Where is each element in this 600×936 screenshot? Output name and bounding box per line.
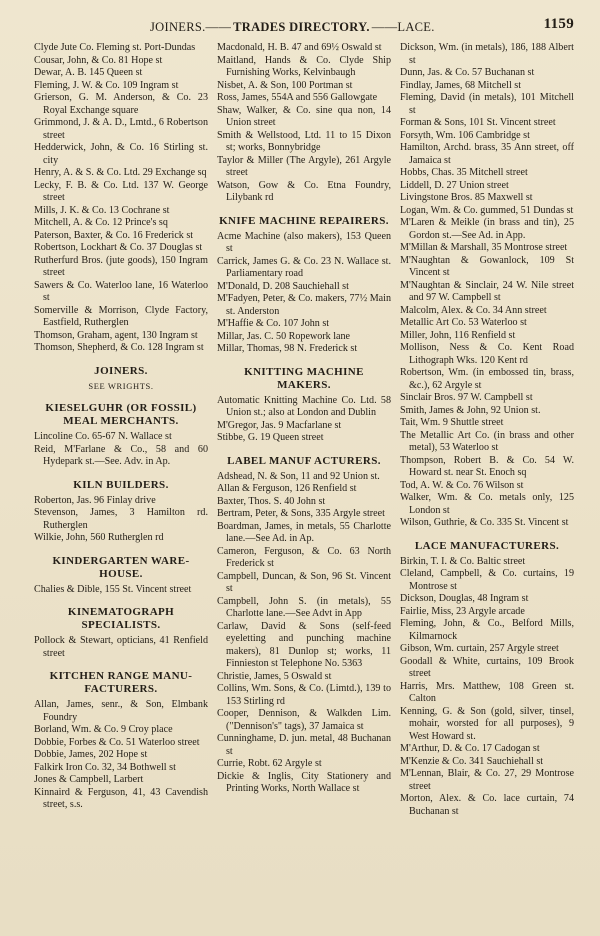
directory-entry: Baxter, Thos. S. 40 John st xyxy=(217,495,326,507)
directory-entry: Harris, Mrs. Matthew, 108 Green st. Calton xyxy=(400,680,574,704)
directory-entry: M'Arthur, D. & Co. 17 Cadogan st xyxy=(400,743,540,754)
directory-entry: Stibbe, G. 19 Queen street xyxy=(217,432,324,443)
directory-entry: M'Donald, D. 208 Sauchiehall st xyxy=(217,280,349,292)
directory-entry: Smith, James & John, 92 Union st. xyxy=(400,404,541,416)
directory-entry: Bertram, Peter, & Sons, 335 Argyle street xyxy=(217,508,385,519)
directory-entry: Hedderwick, John, & Co. 16 Stirling st. city xyxy=(34,142,208,166)
directory-entry: M'Haffie & Co. 107 John st xyxy=(217,318,330,329)
directory-entry: Birkin, T. I. & Co. Baltic street xyxy=(400,555,526,567)
directory-entry: Adshead, N. & Son, 11 and 92 Union st. xyxy=(217,470,380,482)
page-number: 1159 xyxy=(543,16,574,32)
directory-entry: Cooper, Dennison, & Walkden Lim. ("Dennison's" tags), 37 Jamaica st xyxy=(217,708,391,732)
directory-entry: Campbell, John S. (in metals), 55 Charlotte lane.—See Advt in App xyxy=(217,595,391,619)
directory-entry: M'Naughtan & Sinclair, 24 W. Nile street and 97 W. Campbell st xyxy=(400,279,574,303)
directory-entry: Morton, Alex. & Co. lace curtain, 74 Buchanan st xyxy=(400,793,574,817)
directory-entry: Fleming, J. W. & Co. 109 Ingram st xyxy=(34,79,179,91)
directory-entry: Falkirk Iron Co. 32, 34 Bothwell st xyxy=(34,761,176,773)
directory-entry: M'Laren & Meikle (in brass and tin), 25 Gordon st.—See Ad. in App. xyxy=(400,217,574,241)
directory-entry: Miller, John, 116 Renfield st xyxy=(400,329,516,341)
directory-entry: M'Millan & Marshall, 35 Montrose street xyxy=(400,242,568,253)
directory-entry: Dickie & Inglis, City Stationery and Printing Works, North Wallace st xyxy=(217,770,391,794)
directory-entry: M'Gregor, Jas. 9 Macfarlane st xyxy=(217,419,342,431)
section-heading: LACE MANUFACTURERS. xyxy=(414,539,560,552)
directory-entry: Findlay, James, 68 Mitchell st xyxy=(400,79,522,91)
directory-entry: Logan, Wm. & Co. gummed, 51 Dundas st xyxy=(400,204,574,216)
cross-reference-note: SEE WRIGHTS. xyxy=(88,380,154,391)
section-heading: KNIFE MACHINE REPAIRERS. xyxy=(219,214,389,227)
directory-entry: Metallic Art Co. 53 Waterloo st xyxy=(400,317,527,328)
directory-entry: Robertson, Lockhart & Co. 37 Douglas st xyxy=(34,242,203,253)
directory-entry: Borland, Wm. & Co. 9 Croy place xyxy=(34,724,173,735)
running-head-dash: —— xyxy=(371,20,398,34)
directory-entry: Grimmond, J. & A. D., Lmtd., 6 Robertson street xyxy=(34,117,208,141)
directory-entry: M'Fadyen, Peter, & Co. makers, 77½ Main st. Anderston xyxy=(217,293,391,317)
directory-entry: Dickson, Douglas, 48 Ingram st xyxy=(400,593,529,604)
section-heading: KINDERGARTEN WARE-HOUSE. xyxy=(52,554,190,580)
directory-entry: Stevenson, James, 3 Hamilton rd. Rutherglen xyxy=(34,507,208,531)
running-head-center: TRADES DIRECTORY. xyxy=(233,20,370,34)
directory-entry: Robertson, Wm. (in embossed tin, brass, &c.), 62 Argyle st xyxy=(400,367,574,391)
directory-entry: Hobbs, Chas. 35 Mitchell street xyxy=(400,167,528,178)
section-heading: KINEMATOGRAPH SPECIALISTS. xyxy=(67,606,175,631)
directory-entry: Collins, Wm. Sons, & Co. (Limtd.), 139 to 153 Stirling rd xyxy=(217,683,391,707)
directory-entry: M'Kenzie & Co. 341 Sauchiehall st xyxy=(400,755,544,767)
directory-entry: Paterson, Baxter, & Co. 16 Frederick st xyxy=(34,229,194,241)
directory-entry: Sinclair Bros. 97 W. Campbell st xyxy=(400,392,533,403)
directory-entry: Cleland, Campbell, & Co. curtains, 19 Montrose st xyxy=(400,568,574,592)
directory-entry: Thomson, Shepherd, & Co. 128 Ingram st xyxy=(34,342,204,353)
directory-entry: M'Naughtan & Gowanlock, 109 St Vincent st xyxy=(400,254,574,278)
directory-entry: Dewar, A. B. 145 Queen st xyxy=(34,67,143,78)
directory-columns xyxy=(34,42,574,926)
directory-entry: Tait, Wm. 9 Shuttle street xyxy=(400,417,504,428)
section-heading: KNITTING MACHINE MAKERS. xyxy=(244,365,364,391)
column-middle xyxy=(217,42,391,926)
directory-entry: Kenning, G. & Son (gold, silver, tinsel, mohair, worsted for all purposes), 9 West Howard st. xyxy=(400,705,574,742)
directory-entry: Cunninghame, D. jun. metal, 48 Buchanan st xyxy=(217,733,391,757)
directory-entry: Reid, M'Farlane & Co., 58 and 60 Hydepark st.—See. Adv. in Ap. xyxy=(34,443,208,467)
section-heading: JOINERS. xyxy=(94,364,148,377)
directory-entry: Carrick, James G. & Co. 23 N. Wallace st. Parliamentary road xyxy=(217,255,391,279)
directory-entry: Smith & Wellstood, Ltd. 11 to 15 Dixon st; works, Bonnybridge xyxy=(217,129,391,153)
directory-entry: Allan, James, senr., & Son, Elmbank Foundry xyxy=(34,699,208,723)
directory-entry: Dunn, Jas. & Co. 57 Buchanan st xyxy=(400,67,535,78)
directory-entry: Fleming, John, & Co., Belford Mills, Kilmarnock xyxy=(400,618,574,642)
running-head-left: JOINERS. xyxy=(150,20,206,34)
directory-entry: Sawers & Co. Waterloo lane, 16 Waterloo st xyxy=(34,279,208,303)
directory-entry: Cameron, Ferguson, & Co. 63 North Frederick st xyxy=(217,545,391,569)
column-right xyxy=(400,42,574,926)
directory-entry: Clyde Jute Co. Fleming st. Port-Dundas xyxy=(34,42,196,53)
directory-entry: Grierson, G. M. Anderson, & Co. 23 Royal Exchange square xyxy=(34,92,208,116)
directory-entry: Jones & Campbell, Larbert xyxy=(34,774,144,785)
section-heading: KIESELGUHR (OR FOSSIL) MEAL MERCHANTS. xyxy=(45,402,197,427)
directory-entry: Pollock & Stewart, opticians, 41 Renfield street xyxy=(34,635,208,659)
directory-entry: Goodall & White, curtains, 109 Brook street xyxy=(400,655,574,679)
directory-entry: Shaw, Walker, & Co. sine qua non, 14 Union street xyxy=(217,104,391,128)
section-heading: LABEL MANUF ACTURERS. xyxy=(227,454,381,467)
directory-entry: Chalies & Dible, 155 St. Vincent street xyxy=(34,583,192,595)
directory-entry: Dobbie, James, 202 Hope st xyxy=(34,749,148,760)
running-head-right: LACE. xyxy=(397,20,435,34)
directory-entry: Forsyth, Wm. 106 Cambridge st xyxy=(400,129,530,141)
directory-entry: Wilson, Guthrie, & Co. 335 St. Vincent st xyxy=(400,517,569,528)
directory-entry: Mills, J. K. & Co. 13 Cochrane st xyxy=(34,204,170,216)
directory-entry: Taylor & Miller (The Argyle), 261 Argyle street xyxy=(217,154,391,178)
directory-entry: Nisbet, A. & Son, 100 Portman st xyxy=(217,79,353,91)
directory-entry: Fleming, David (in metals), 101 Mitchell st xyxy=(400,92,574,116)
directory-entry: Dobbie, Forbes & Co. 51 Waterloo street xyxy=(34,736,200,748)
directory-entry: Kinnaird & Ferguson, 41, 43 Cavendish street, s.s. xyxy=(34,786,208,810)
directory-entry: Automatic Knitting Machine Co. Ltd. 58 Union st.; also at London and Dublin xyxy=(217,394,391,418)
directory-entry: Forman & Sons, 101 St. Vincent street xyxy=(400,117,556,128)
directory-entry: Cousar, John, & Co. 81 Hope st xyxy=(34,54,163,66)
page-header xyxy=(30,14,574,40)
directory-entry: Boardman, James, in metals, 55 Charlotte lane.—See Ad. in Ap. xyxy=(217,520,391,544)
directory-entry: Fairlie, Miss, 23 Argyle arcade xyxy=(400,605,525,617)
directory-entry: Roberton, Jas. 96 Finlay drive xyxy=(34,494,156,506)
directory-entry: Somerville & Morrison, Clyde Factory, Eastfield, Rutherglen xyxy=(34,304,208,328)
directory-entry: Lecky, F. B. & Co. Ltd. 137 W. George street xyxy=(34,179,208,203)
directory-entry: Currie, Robt. 62 Argyle st xyxy=(217,758,322,769)
directory-entry: Millar, Jas. C. 50 Ropework lane xyxy=(217,330,351,342)
directory-entry: M'Lennan, Blair, & Co. 27, 29 Montrose street xyxy=(400,768,574,792)
directory-entry: Watson, Gow & Co. Etna Foundry, Lilybank rd xyxy=(217,179,391,203)
running-head-dash: —— xyxy=(205,20,232,34)
running-head xyxy=(150,20,435,35)
directory-entry: Thompson, Robert B. & Co. 54 W. Howard st. near St. Enoch sq xyxy=(400,454,574,478)
column-left xyxy=(34,42,208,926)
directory-entry: Livingstone Bros. 85 Maxwell st xyxy=(400,192,533,203)
directory-entry: The Metallic Art Co. (in brass and other metal), 53 Waterloo st xyxy=(400,429,574,453)
directory-entry: Wilkie, John, 560 Rutherglen rd xyxy=(34,532,164,543)
directory-entry: Hamilton, Archd. brass, 35 Ann street, off Jamaica st xyxy=(400,142,574,166)
section-heading: KITCHEN RANGE MANU-FACTURERS. xyxy=(49,670,193,695)
directory-entry: Thomson, Graham, agent, 130 Ingram st xyxy=(34,329,198,341)
section-heading: KILN BUILDERS. xyxy=(73,478,169,491)
directory-entry: Carlaw, David & Sons (self-feed eyeletting and punching machine makers), 81 Dunlop st; works, 11 Finnieston st Telephone No. 5363 xyxy=(217,620,391,669)
directory-entry: Millar, Thomas, 98 N. Frederick st xyxy=(217,343,358,354)
directory-entry: Allan & Ferguson, 126 Renfield st xyxy=(217,483,357,494)
directory-entry: Campbell, Duncan, & Son, 96 St. Vincent st xyxy=(217,570,391,594)
directory-entry: Liddell, D. 27 Union street xyxy=(400,179,509,191)
directory-entry: Lincoline Co. 65-67 N. Wallace st xyxy=(34,431,172,442)
directory-entry: Rutherfurd Bros. (jute goods), 150 Ingram street xyxy=(34,254,208,278)
directory-entry: Walker, Wm. & Co. metals only, 125 London st xyxy=(400,492,574,516)
directory-entry: Henry, A. & S. & Co. Ltd. 29 Exchange sq xyxy=(34,167,207,178)
directory-entry: Malcolm, Alex. & Co. 34 Ann street xyxy=(400,304,547,316)
directory-entry: Maitland, Hands & Co. Clyde Ship Furnishing Works, Kelvinbaugh xyxy=(217,54,391,78)
directory-entry: Dickson, Wm. (in metals), 186, 188 Albert st xyxy=(400,42,574,66)
directory-entry: Gibson, Wm. curtain, 257 Argyle street xyxy=(400,643,559,654)
directory-entry: Mollison, Ness & Co. Kent Road Lithograph Wks. 120 Kent rd xyxy=(400,342,574,366)
directory-entry: Acme Machine (also makers), 153 Queen st xyxy=(217,230,391,254)
directory-entry: Tod, A. W. & Co. 76 Wilson st xyxy=(400,479,524,491)
directory-entry: Christie, James, 5 Oswald st xyxy=(217,670,332,682)
directory-entry: Ross, James, 554A and 556 Gallowgate xyxy=(217,92,378,103)
directory-entry: Mitchell, A. & Co. 12 Prince's sq xyxy=(34,217,168,228)
directory-entry: Macdonald, H. B. 47 and 69½ Oswald st xyxy=(217,42,382,53)
